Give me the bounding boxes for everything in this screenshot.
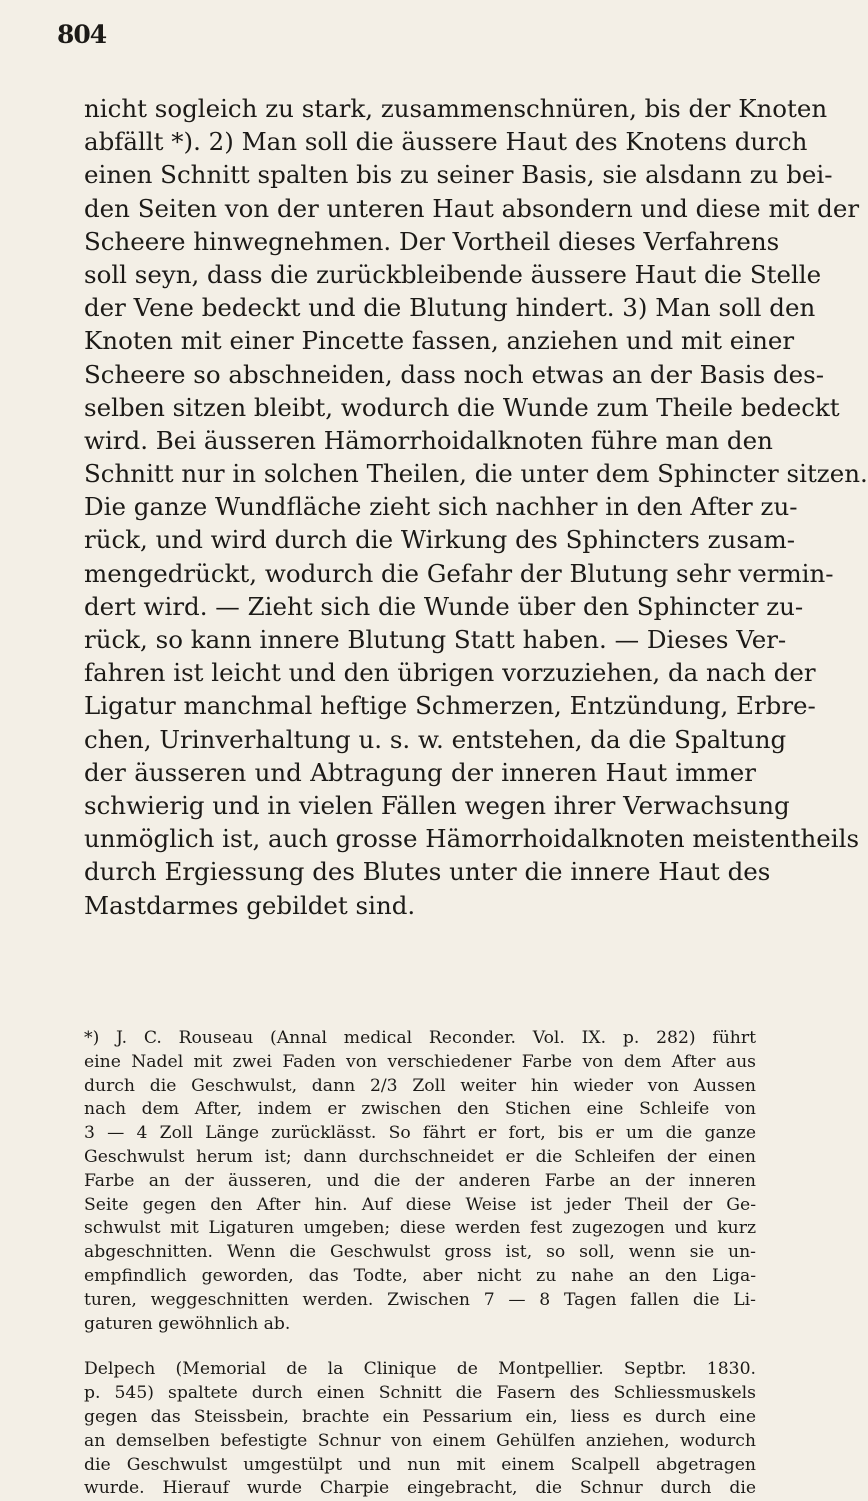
footnote-line: die Geschwulst umgestülpt und nun mit einem Scalpell abgetragen	[84, 1454, 756, 1475]
footnote-line: Delpech (Memorial de la Clinique de Montpellier. Septbr. 1830.	[84, 1359, 756, 1380]
main-text-line: Scheere so abschneiden, dass noch etwas an der Basis des-	[84, 359, 825, 389]
main-text-line: unmöglich ist, auch grosse Hämorrhoidalknoten meistentheils	[84, 824, 860, 854]
footnote-line: Geschwulst herum ist; dann durchschneidet er die Schleifen der einen	[84, 1146, 756, 1167]
footnote-line: empfindlich geworden, das Todte, aber nicht zu nahe an den Liga-	[84, 1265, 756, 1286]
main-text-line: rück, und wird durch die Wirkung des Sphincters zusam-	[84, 525, 796, 555]
main-text-line: schwierig und in vielen Fällen wegen ihrer Verwachsung	[84, 790, 790, 820]
page-number: 804	[57, 20, 107, 49]
footnote-line: wurde. Hierauf wurde Charpie eingebracht, die Schnur durch die	[84, 1478, 756, 1499]
main-text-line: einen Schnitt spalten bis zu seiner Basis, sie alsdann zu bei-	[84, 160, 833, 190]
main-text-line: Die ganze Wundfläche zieht sich nachher in den After zu-	[84, 492, 798, 522]
main-text-line: der Vene bedeckt und die Blutung hindert. 3) Man soll den	[84, 293, 816, 323]
footnote-line: schwulst mit Ligaturen umgeben; diese werden fest zugezogen und kurz	[84, 1218, 756, 1239]
footnote-line: *) J. C. Rouseau (Annal medical Reconder. Vol. IX. p. 282) führt	[84, 1028, 756, 1048]
footnote-line: abgeschnitten. Wenn die Geschwulst gross ist, so soll, wenn sie un-	[84, 1242, 756, 1263]
main-text-line: fahren ist leicht und den übrigen vorzuziehen, da nach der	[84, 658, 816, 688]
main-text-line: soll seyn, dass die zurückbleibende äussere Haut die Stelle	[84, 259, 822, 289]
footnote-line: 3 — 4 Zoll Länge zurücklässt. So fährt er fort, bis er um die ganze	[84, 1123, 756, 1144]
footnote-line: Seite gegen den After hin. Auf diese Weise ist jeder Theil der Ge-	[84, 1194, 756, 1215]
footnote-line: nach dem After, indem er zwischen den Stichen eine Schleife von	[84, 1099, 756, 1120]
footnote-line: an demselben befestigte Schnur von einem Gehülfen anziehen, wodurch	[84, 1430, 756, 1451]
main-text-line: dert wird. — Zieht sich die Wunde über den Sphincter zu-	[84, 591, 804, 621]
footnote-line: gaturen gewöhnlich ab.	[84, 1313, 291, 1334]
main-text-line: mengedrückt, wodurch die Gefahr der Blutung sehr vermin-	[84, 558, 834, 588]
main-text-line: abfällt *). 2) Man soll die äussere Haut des Knotens durch	[84, 127, 808, 157]
footnote-line: p. 545) spaltete durch einen Schnitt die Fasern des Schliessmuskels	[84, 1383, 756, 1404]
footnote-line: eine Nadel mit zwei Faden von verschiedener Farbe von dem After aus	[84, 1051, 756, 1072]
footnote-spacer	[84, 1336, 756, 1358]
main-text-line: Ligatur manchmal heftige Schmerzen, Entzündung, Erbre-	[84, 691, 816, 721]
footnote-line: gegen das Steissbein, brachte ein Pessarium ein, liess es durch eine	[84, 1406, 756, 1427]
main-text-line: wird. Bei äusseren Hämorrhoidalknoten führe man den	[84, 425, 773, 455]
main-text-line: nicht sogleich zu stark, zusammenschnüren, bis der Knoten	[84, 94, 828, 123]
main-text-line: rück, so kann innere Blutung Statt haben. — Dieses Ver-	[84, 625, 787, 654]
footnotes	[84, 1027, 756, 1501]
main-text-line: Schnitt nur in solchen Theilen, die unter dem Sphincter sitzen.	[84, 459, 868, 489]
footnote-line: turen, weggeschnitten werden. Zwischen 7 — 8 Tagen fallen die Li-	[84, 1289, 756, 1310]
main-text-line: chen, Urinverhaltung u. s. w. entstehen, da die Spaltung	[84, 724, 787, 754]
main-text-line: Scheere hinwegnehmen. Der Vortheil dieses Verfahrens	[84, 226, 780, 256]
main-text-line: Knoten mit einer Pincette fassen, anziehen und mit einer	[84, 326, 795, 356]
footnote-line: durch die Geschwulst, dann 2/3 Zoll weiter hin wieder von Aussen	[84, 1075, 756, 1096]
main-text-line: Mastdarmes gebildet sind.	[84, 890, 416, 920]
main-text-line: selben sitzen bleibt, wodurch die Wunde zum Theile bedeckt	[84, 392, 840, 422]
footnote-rouseau	[84, 1027, 756, 1336]
footnote-line: Farbe an der äusseren, und die der anderen Farbe an der inneren	[84, 1170, 756, 1191]
main-text-line: durch Ergiessung des Blutes unter die innere Haut des	[84, 857, 771, 887]
footnote-delpech	[84, 1358, 756, 1501]
main-text-line: den Seiten von der unteren Haut absondern und diese mit der	[84, 193, 860, 223]
main-text-line: der äusseren und Abtragung der inneren Haut immer	[84, 757, 756, 787]
main-text-block	[84, 92, 868, 922]
